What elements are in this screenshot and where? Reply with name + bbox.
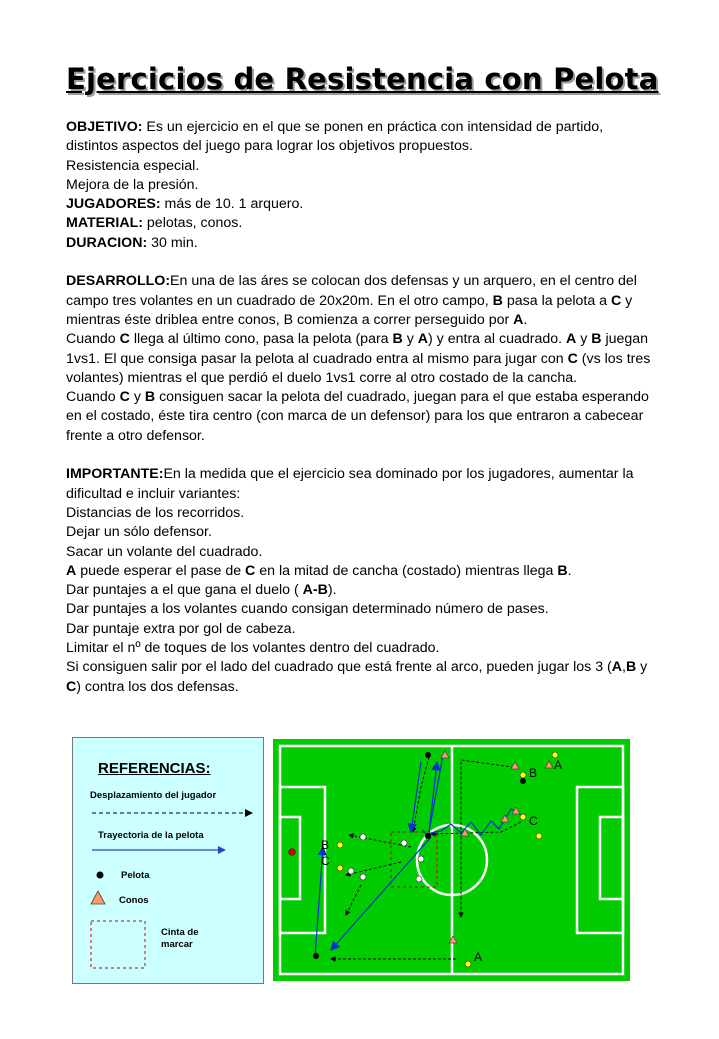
- importante-label: IMPORTANTE:: [66, 466, 164, 483]
- text-run: ).: [327, 582, 337, 599]
- legend-desplazamiento: Desplazamiento del jugador: [90, 790, 217, 801]
- duracion-text: 30 min.: [147, 234, 198, 251]
- variant-item: Limitar el nº de toques de los volantes dentro del cuadrado.: [66, 640, 440, 657]
- player-ref: A: [66, 562, 77, 579]
- text-run: y: [402, 331, 418, 348]
- soccer-field-diagram: [271, 737, 632, 983]
- objetivo-line2: Resistencia especial.: [66, 157, 200, 174]
- player-icon: [536, 833, 542, 839]
- player-ref: A: [513, 311, 524, 328]
- text-run: Si consiguen salir por el lado del cuadrado que está frente al arco, pueden jugar los 3 (: [66, 659, 612, 676]
- desarrollo-paragraph-1: [66, 272, 656, 330]
- arrowhead-icon: [245, 809, 253, 817]
- desarrollo-label: DESARROLLO:: [66, 273, 171, 290]
- objetivo-paragraph: [66, 118, 656, 157]
- player-ref: A: [611, 659, 623, 676]
- ball-icon: [313, 953, 319, 959]
- player-ref: A: [566, 331, 577, 348]
- label-c-right: C: [529, 814, 538, 828]
- legend-conos: Conos: [119, 895, 149, 906]
- player-ref: B: [625, 659, 637, 676]
- text-run: llega al último cono, pasa la pelota (para: [129, 331, 393, 348]
- player-icon: [465, 961, 471, 967]
- text-run: puede esperar el pase de: [76, 562, 246, 579]
- jugadores-label: JUGADORES:: [66, 196, 161, 213]
- text-run: y: [129, 389, 145, 406]
- page-title: Ejercicios de Resistencia con Pelota: [66, 62, 659, 96]
- ball-icon: [425, 752, 431, 758]
- player-ref: B: [392, 331, 403, 348]
- text-run: y: [636, 659, 648, 676]
- player-ref: B: [144, 389, 156, 406]
- variant-item: Dar puntajes a los volantes cuando consigan determinado número de pases.: [66, 601, 549, 618]
- player-ref: C: [119, 331, 130, 348]
- volante-icon: [416, 876, 422, 882]
- legend-pelota: Pelota: [121, 870, 150, 881]
- ball-icon: [425, 833, 431, 839]
- legend-trayectoria: Trayectoria de la pelota: [98, 830, 204, 841]
- legend-box: [72, 737, 264, 984]
- player-icon: [520, 814, 526, 820]
- variant-item: Sacar un volante del cuadrado.: [66, 543, 263, 560]
- player-ref: C: [119, 389, 130, 406]
- defender-icon: [360, 874, 366, 880]
- text-run: .: [523, 311, 528, 328]
- text-run: y mientras éste driblea entre conos, B comienza a correr perseguido por: [66, 292, 633, 328]
- importante-paragraph: [66, 465, 656, 504]
- volante-icon: [418, 856, 424, 862]
- text-run: y: [576, 331, 592, 348]
- player-ref: C: [245, 562, 256, 579]
- objetivo-line3: Mejora de la presión.: [66, 176, 199, 193]
- player-icon: [337, 842, 343, 848]
- cone-icon: [91, 891, 105, 904]
- objetivo-label: OBJETIVO:: [66, 119, 143, 135]
- variant-item: [66, 562, 656, 581]
- text-run: Cuando: [66, 389, 120, 406]
- text-run: En una de las áres se colocan dos defensas y un arquero, en el centro del campo tres volantes en un cuadrado de 20x20m. En el otro campo,: [66, 273, 637, 309]
- text-run: ) y entra al cuadrado.: [428, 331, 567, 348]
- duracion-line: [66, 234, 656, 253]
- jugadores-line: [66, 195, 656, 214]
- desarrollo-paragraph-2: [66, 330, 656, 388]
- defender-icon: [348, 868, 354, 874]
- text-run: ,: [622, 659, 626, 676]
- material-text: pelotas, conos.: [142, 215, 243, 232]
- text-run: ) contra los dos defensas.: [76, 678, 239, 695]
- player-ref: A-B: [302, 582, 328, 599]
- objetivo-text: Es un ejercicio en el que se ponen en práctica con intensidad de partido, distintos aspectos del juego para lograr los objetivos propuestos.: [66, 119, 604, 155]
- text-run: .: [567, 562, 572, 579]
- legend-cinta-2: marcar: [161, 939, 193, 950]
- legend-cinta-1: Cinta de: [161, 927, 199, 938]
- text-run: consiguen sacar la pelota del cuadrado, juegan para el que estaba esperando en el costado, éste tira centro (con marca de un defensor) para los que entraron a cabecear frente a otro defensor.: [66, 389, 649, 444]
- desarrollo-paragraph-3: [66, 388, 656, 446]
- ball-icon: [97, 872, 104, 879]
- player-ref: B: [557, 562, 568, 579]
- exercise-text: [66, 118, 656, 697]
- label-a-bottom: A: [474, 950, 483, 964]
- text-run: Dar puntajes a el que gana el duelo (: [66, 582, 303, 599]
- legend-title: REFERENCIAS:: [98, 760, 211, 777]
- duracion-label: DURACION:: [66, 234, 148, 251]
- ball-icon: [520, 778, 526, 784]
- defender-icon: [360, 834, 366, 840]
- variant-item: Dar puntaje extra por gol de cabeza.: [66, 620, 296, 637]
- label-b-left: B: [321, 838, 330, 852]
- tape-square-icon: [91, 921, 145, 968]
- text-run: Cuando: [66, 331, 120, 348]
- text-run: En la medida que el ejercicio sea dominado por los jugadores, aumentar la dificultad e incluir variantes:: [66, 466, 634, 502]
- volante-icon: [401, 840, 407, 846]
- variant-item: [66, 658, 656, 697]
- goalkeeper-icon: [289, 849, 296, 856]
- jugadores-text: más de 10. 1 arquero.: [160, 196, 304, 213]
- variant-item: [66, 581, 656, 600]
- label-a-top: A: [554, 758, 563, 772]
- text-run: juegan 1vs1. El que consiga pasar la pelota al cuadrado entra al mismo para jugar con: [66, 331, 649, 367]
- player-ref: B: [492, 292, 503, 309]
- material-line: [66, 214, 656, 233]
- player-ref: C: [66, 678, 77, 695]
- variant-item: Dejar un sólo defensor.: [66, 524, 212, 541]
- arrowhead-icon: [218, 846, 226, 854]
- text-run: en la mitad de cancha (costado) mientras llega: [255, 562, 558, 579]
- player-ref: C: [610, 292, 622, 309]
- text-run: (vs los tres volantes) mientras el que perdió el duelo 1vs1 corre al otro costado de la cancha.: [66, 350, 651, 386]
- player-ref: B: [591, 331, 602, 348]
- player-ref: A: [417, 331, 429, 348]
- label-b-top: B: [529, 766, 538, 780]
- variant-item: Distancias de los recorridos.: [66, 504, 245, 521]
- player-icon: [337, 865, 343, 871]
- material-label: MATERIAL:: [66, 215, 143, 232]
- label-c-left: C: [321, 854, 330, 868]
- player-ref: C: [567, 350, 578, 367]
- player-icon: [520, 772, 526, 778]
- text-run: pasa la pelota a: [502, 292, 611, 309]
